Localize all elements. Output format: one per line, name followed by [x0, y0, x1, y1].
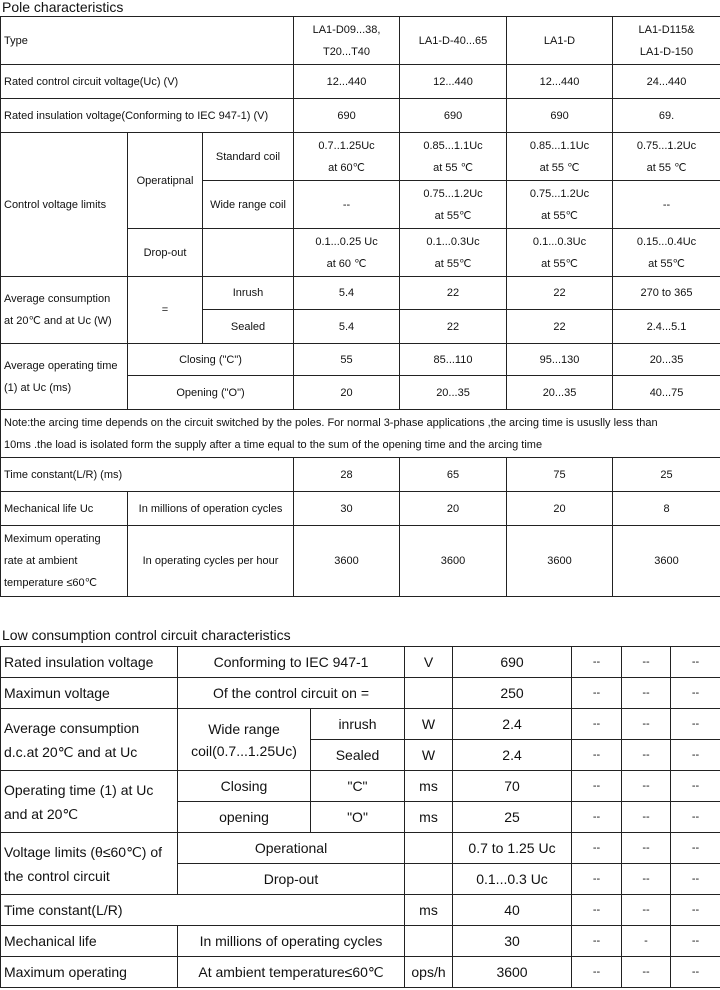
table-cell: 0.1...0.25 Uc at 60 ℃	[294, 229, 400, 277]
empty-cell: --	[671, 771, 720, 802]
unit-cell: V	[405, 647, 453, 678]
empty-cell: --	[622, 709, 671, 740]
empty-cell: --	[622, 895, 671, 926]
table-cell: 0.15...0.4Uc at 55℃	[613, 229, 720, 277]
table-cell: 20	[507, 492, 613, 526]
table-row	[1, 492, 720, 526]
value-cell: 2.4	[453, 740, 572, 771]
unit-cell	[405, 833, 453, 864]
table-row	[1, 526, 720, 597]
table-cell: 85...110	[400, 344, 507, 376]
row-description: Operational	[178, 833, 405, 864]
empty-cell: --	[572, 678, 622, 709]
table-cell: 22	[400, 277, 507, 310]
empty-cell: --	[572, 709, 622, 740]
table-cell: 28	[294, 458, 400, 492]
row-sublabel: Wide range coil	[203, 181, 294, 229]
row-label: Maximum operating	[1, 957, 178, 988]
row-description: At ambient temperature≤60℃	[178, 957, 405, 988]
empty-cell: --	[622, 771, 671, 802]
table-cell: 12...440	[294, 65, 400, 99]
table-cell: 0.85...1.1Uc at 55 ℃	[507, 133, 613, 181]
row-sublabel: Standard coil	[203, 133, 294, 181]
unit-cell: ops/h	[405, 957, 453, 988]
empty-cell: --	[622, 833, 671, 864]
table-cell: 12...440	[400, 65, 507, 99]
table-cell: 0.1...0.3Uc at 55℃	[507, 229, 613, 277]
table-cell: --	[613, 181, 720, 229]
empty-cell: --	[671, 957, 720, 988]
empty-cell: --	[572, 771, 622, 802]
value-cell: 25	[453, 802, 572, 833]
type-label: Type	[1, 17, 294, 65]
value-cell: 2.4	[453, 709, 572, 740]
table-row	[1, 99, 720, 133]
table-cell: 55	[294, 344, 400, 376]
value-cell: 40	[453, 895, 572, 926]
row-sublabel: Inrush	[203, 277, 294, 310]
table-cell: 20	[400, 492, 507, 526]
row-label: Operating time (1) at Uc and at 20℃	[1, 771, 178, 833]
empty-cell: -	[622, 926, 671, 957]
table-cell: 0.7..1.25Uc at 60℃	[294, 133, 400, 181]
table-row	[1, 957, 720, 988]
table-cell: 65	[400, 458, 507, 492]
table-cell: 5.4	[294, 310, 400, 344]
row-label: Average operating time (1) at Uc (ms)	[1, 344, 128, 410]
table-cell: 20	[294, 376, 400, 410]
table-row	[1, 926, 720, 957]
empty-cell: --	[572, 647, 622, 678]
table-cell: --	[294, 181, 400, 229]
empty-cell: --	[671, 864, 720, 895]
row-label: Average consumption at 20℃ and at Uc (W)	[1, 277, 128, 344]
row-description: In millions of operating cycles	[178, 926, 405, 957]
row-label: Voltage limits (θ≤60℃) of the control circuit	[1, 833, 178, 895]
empty-cell: --	[671, 678, 720, 709]
low-consumption-table	[0, 646, 720, 988]
unit-cell	[405, 926, 453, 957]
type-cell: LA1-D115& LA1-D-150	[613, 17, 720, 65]
pole-characteristics-title: Pole characteristics	[2, 0, 124, 15]
value-cell: 0.7 to 1.25 Uc	[453, 833, 572, 864]
table-cell: 12...440	[507, 65, 613, 99]
table-cell: 0.75...1.2Uc at 55℃	[400, 181, 507, 229]
table-cell: 3600	[507, 526, 613, 597]
table-cell: 40...75	[613, 376, 720, 410]
empty-cell: --	[622, 647, 671, 678]
table-row	[1, 133, 720, 181]
empty-cell: --	[572, 864, 622, 895]
row-sublabel: "C"	[311, 771, 405, 802]
empty-cell: --	[572, 957, 622, 988]
table-row	[1, 895, 720, 926]
row-description: Conforming to IEC 947-1	[178, 647, 405, 678]
value-cell: 690	[453, 647, 572, 678]
value-cell: 70	[453, 771, 572, 802]
row-sublabel: Operatipnal	[128, 133, 203, 229]
table-row	[1, 410, 720, 458]
unit-cell: W	[405, 740, 453, 771]
table-cell: 690	[400, 99, 507, 133]
value-cell: 30	[453, 926, 572, 957]
row-sublabel: Closing ("C")	[128, 344, 294, 376]
row-label: Rated insulation voltage	[1, 647, 178, 678]
row-label: Time constant(L/R) (ms)	[1, 458, 294, 492]
row-label: Maximun voltage	[1, 678, 178, 709]
row-label: Mechanical life Uc	[1, 492, 128, 526]
row-description: Wide range coil(0.7...1.25Uc)	[178, 709, 311, 771]
row-description: Drop-out	[178, 864, 405, 895]
table-cell: 75	[507, 458, 613, 492]
empty-cell: --	[671, 895, 720, 926]
table-cell: 0.75...1.2Uc at 55 ℃	[613, 133, 720, 181]
table-cell: 2.4...5.1	[613, 310, 720, 344]
table-row	[1, 771, 720, 802]
row-sublabel: "O"	[311, 802, 405, 833]
table-row	[1, 458, 720, 492]
table-cell: 95...130	[507, 344, 613, 376]
empty-cell: --	[622, 802, 671, 833]
table-row	[1, 277, 720, 310]
table-row	[1, 17, 720, 65]
row-label: Time constant(L/R)	[1, 895, 405, 926]
table-cell: 22	[507, 277, 613, 310]
value-cell: 250	[453, 678, 572, 709]
empty-cell: --	[572, 926, 622, 957]
table-cell: 270 to 365	[613, 277, 720, 310]
empty-cell: --	[622, 864, 671, 895]
table-cell: 20...35	[400, 376, 507, 410]
table-cell: 5.4	[294, 277, 400, 310]
empty-cell: --	[622, 957, 671, 988]
table-cell: 0.1...0.3Uc at 55℃	[400, 229, 507, 277]
table-cell: 20...35	[507, 376, 613, 410]
row-description: Closing	[178, 771, 311, 802]
row-label: Control voltage limits	[1, 133, 128, 277]
table-row	[1, 65, 720, 99]
equals-sign: =	[128, 277, 203, 344]
row-label: Average consumption d.c.at 20℃ and at Uc	[1, 709, 178, 771]
table-cell: 690	[507, 99, 613, 133]
table-cell: 0.75...1.2Uc at 55℃	[507, 181, 613, 229]
empty-cell: --	[572, 895, 622, 926]
empty-cell: --	[671, 833, 720, 864]
empty-cell: --	[671, 647, 720, 678]
low-consumption-title: Low consumption control circuit characteristics	[2, 627, 291, 643]
table-cell: 22	[507, 310, 613, 344]
empty-cell: --	[622, 740, 671, 771]
row-sublabel: inrush	[311, 709, 405, 740]
pole-characteristics-table	[0, 16, 720, 597]
table-row	[1, 709, 720, 740]
table-cell: 8	[613, 492, 720, 526]
row-label: Mechanical life	[1, 926, 178, 957]
note-text: Note:the arcing time depends on the circuit switched by the poles. For normal 3-phase applications ,the arcing time is ususlly less than 10ms .the load is isolated form the supply after a time equal to the sum of the opening time and the arcing time	[1, 410, 720, 458]
empty-cell: --	[671, 740, 720, 771]
table-cell: 69.	[613, 99, 720, 133]
unit-cell: ms	[405, 802, 453, 833]
row-sublabel: In operating cycles per hour	[128, 526, 294, 597]
type-cell: LA1-D-40...65	[400, 17, 507, 65]
table-row	[1, 344, 720, 376]
empty-cell: --	[572, 802, 622, 833]
row-sublabel: Sealed	[311, 740, 405, 771]
value-cell: 3600	[453, 957, 572, 988]
table-row	[1, 833, 720, 864]
unit-cell	[405, 678, 453, 709]
table-cell: 3600	[400, 526, 507, 597]
table-cell: 3600	[613, 526, 720, 597]
row-label: Rated control circuit voltage(Uc) (V)	[1, 65, 294, 99]
row-label: Meximum operating rate at ambient temperature ≤60℃	[1, 526, 128, 597]
table-row	[1, 678, 720, 709]
empty-cell: --	[671, 926, 720, 957]
unit-cell: ms	[405, 895, 453, 926]
empty-cell: --	[622, 678, 671, 709]
table-cell: 22	[400, 310, 507, 344]
table-cell: 0.85...1.1Uc at 55 ℃	[400, 133, 507, 181]
row-sublabel: In millions of operation cycles	[128, 492, 294, 526]
row-sublabel: Sealed	[203, 310, 294, 344]
row-label: Rated insulation voltage(Conforming to IEC 947-1) (V)	[1, 99, 294, 133]
empty-cell: --	[572, 740, 622, 771]
row-description: Of the control circuit on =	[178, 678, 405, 709]
table-cell: 20...35	[613, 344, 720, 376]
row-sublabel: Opening ("O")	[128, 376, 294, 410]
row-description: opening	[178, 802, 311, 833]
value-cell: 0.1...0.3 Uc	[453, 864, 572, 895]
table-row	[1, 647, 720, 678]
table-cell: 30	[294, 492, 400, 526]
unit-cell: W	[405, 709, 453, 740]
table-cell: 3600	[294, 526, 400, 597]
unit-cell	[405, 864, 453, 895]
row-sublabel: Drop-out	[128, 229, 203, 277]
empty-cell: --	[671, 802, 720, 833]
table-cell	[203, 229, 294, 277]
table-cell: 690	[294, 99, 400, 133]
empty-cell: --	[671, 709, 720, 740]
table-cell: 25	[613, 458, 720, 492]
unit-cell: ms	[405, 771, 453, 802]
type-cell: LA1-D09...38, T20...T40	[294, 17, 400, 65]
type-cell: LA1-D	[507, 17, 613, 65]
empty-cell: --	[572, 833, 622, 864]
table-cell: 24...440	[613, 65, 720, 99]
